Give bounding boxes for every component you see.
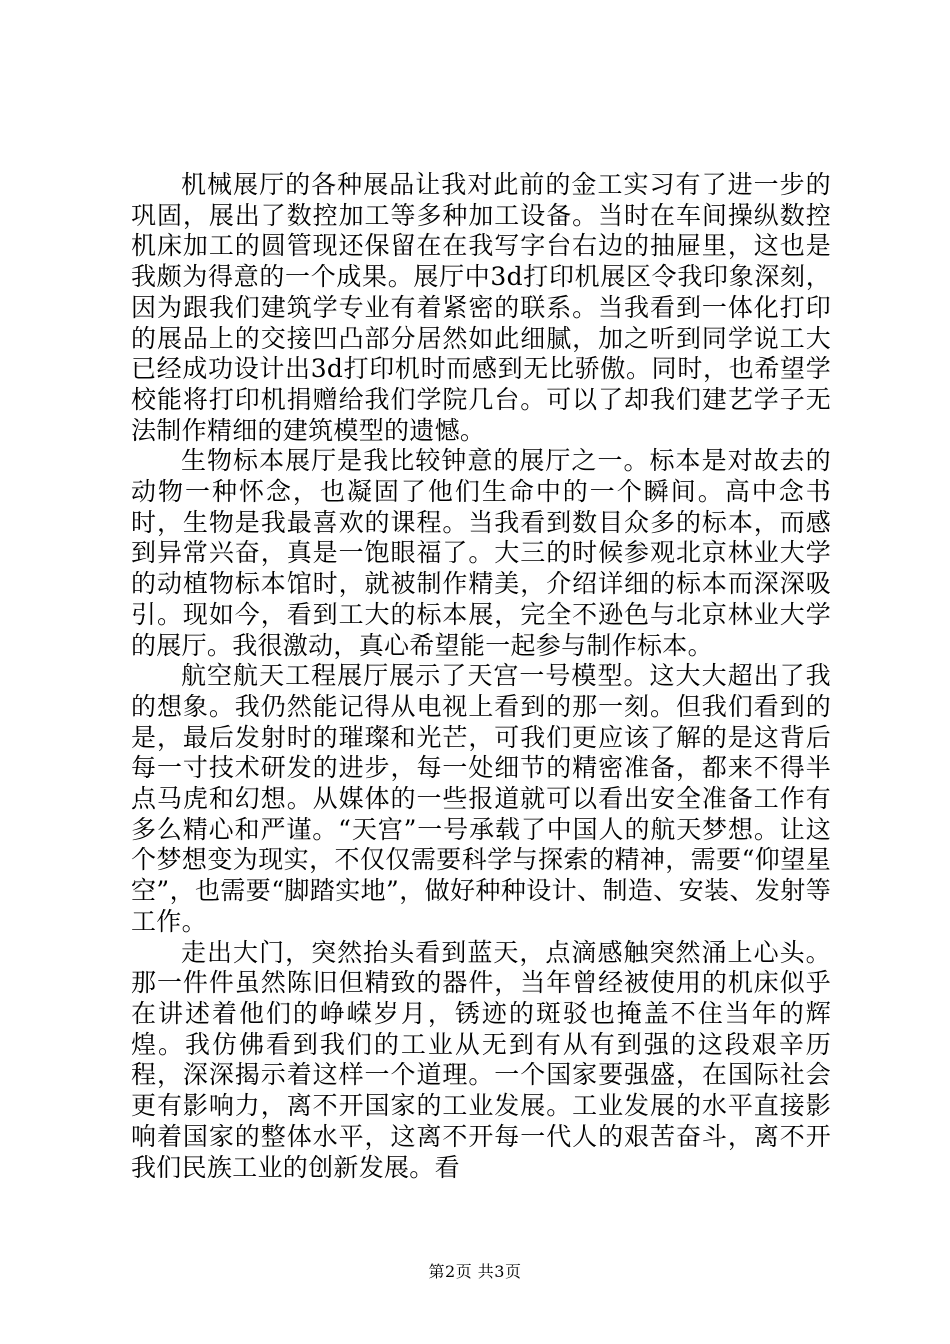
paragraph-reflection: 走出大门，突然抬头看到蓝天，点滴感触突然涌上心头。那一件件虽然陈旧但精致的器件，当年曾经被使用的机床似乎在讲述着他们的峥嵘岁月，锈迹的斑驳也掩盖不住当年的辉煌。我仿佛看到我们的工业从无到有从有到强的这段艰辛历程，深深揭示着这样一个道理。一个国家要强盛，在国际社会更有影响力，离不开国家的工业发展。工业发展的水平直接影响着国家的整体水平，这离不开每一代人的艰苦奋斗，离不开我们民族工业的创新发展。看	[131, 937, 831, 1182]
paragraph-aerospace-hall: 航空航天工程展厅展示了天宫一号模型。这大大超出了我的想象。我仍然能记得从电视上看到的那一刻。但我们看到的是，最后发射时的璀璨和光芒，可我们更应该了解的是这背后每一寸技术研发的进步，每一处细节的精密准备，都来不得半点马虎和幻想。从媒体的一些报道就可以看出安全准备工作有多么精心和严谨。“天宫”一号承载了中国人的航天梦想。让这个梦想变为现实，不仅仅需要科学与探索的精神，需要“仰望星空”，也需要“脚踏实地”，做好种种设计、制造、安装、发射等工作。	[131, 661, 831, 936]
document-body	[131, 170, 831, 1183]
paragraph-machinery-hall: 机械展厅的各种展品让我对此前的金工实习有了进一步的巩固，展出了数控加工等多种加工设备。当时在车间操纵数控机床加工的圆管现还保留在在我写字台右边的抽屉里，这也是我颇为得意的一个成果。展厅中3d打印机展区令我印象深刻，因为跟我们建筑学专业有着紧密的联系。当我看到一体化打印的展品上的交接凹凸部分居然如此细腻，加之听到同学说工大已经成功设计出3d打印机时而感到无比骄傲。同时，也希望学校能将打印机捐赠给我们学院几台。可以了却我们建艺学子无法制作精细的建筑模型的遗憾。	[131, 170, 831, 445]
paragraph-biology-specimen-hall: 生物标本展厅是我比较钟意的展厅之一。标本是对故去的动物一种怀念，也凝固了他们生命中的一个瞬间。高中念书时，生物是我最喜欢的课程。当我看到数目众多的标本，而感到异常兴奋，真是一饱眼福了。大三的时候参观北京林业大学的动植物标本馆时，就被制作精美，介绍详细的标本而深深吸引。现如今，看到工大的标本展，完全不逊色与北京林业大学的展厅。我很激动，真心希望能一起参与制作标本。	[131, 446, 831, 660]
page-number-footer: 第2页 共3页	[428, 1262, 522, 1281]
